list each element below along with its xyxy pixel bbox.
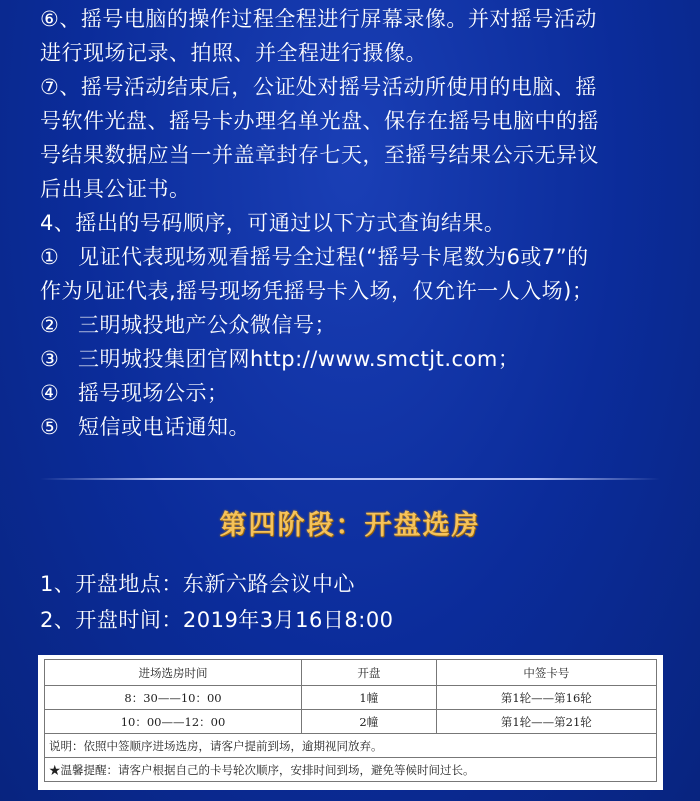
table-reminder-row (45, 758, 657, 782)
query-method-text: 三明城投地产公众微信号； (78, 313, 336, 337)
header-time: 进场选房时间 (45, 660, 302, 686)
text-line: 进行现场记录、拍照、并全程进行摄像。 (40, 41, 427, 65)
cell-building: 1幢 (302, 686, 437, 710)
text-line: ⑥、摇号电脑的操作过程全程进行屏幕录像。并对摇号活动 (40, 7, 597, 31)
cell-time: 8：30——10：00 (45, 686, 302, 710)
cell-card-number: 第1轮——第16轮 (436, 686, 656, 710)
text-line: 后出具公证书。 (40, 177, 191, 201)
table-header-row (45, 660, 657, 686)
query-method-1-continued: 作为见证代表,摇号现场凭摇号卡入场，仅允许一人入场)； (40, 279, 594, 303)
circle-number: ② (40, 313, 60, 337)
table-reminder: ★温馨提醒：请客户根据自己的卡号轮次顺序，安排时间到场，避免等候时间过长。 (45, 758, 657, 782)
cell-card-number: 第1轮——第21轮 (436, 710, 656, 734)
stage-title: 第四阶段：开盘选房 (219, 510, 481, 541)
query-method-1 (40, 240, 668, 274)
query-method-text: 摇号现场公示； (78, 381, 229, 405)
text-line: 号结果数据应当一并盖章封存七天，至摇号结果公示无异议 (40, 143, 599, 167)
circle-number: ③ (40, 347, 60, 371)
query-method-4 (40, 376, 668, 410)
text-line: 4、摇出的号码顺序，可通过以下方式查询结果。 (40, 211, 506, 235)
table-row (45, 710, 657, 734)
opening-time: 2、开盘时间：2019年3月16日8:00 (40, 608, 394, 632)
schedule-table-card (38, 655, 663, 790)
query-method-text: 见证代表现场观看摇号全过程(“摇号卡尾数为6或7”的 (78, 245, 589, 269)
circle-number: ① (40, 245, 60, 269)
query-method-text: 三明城投集团官网http://www.smctjt.com； (78, 347, 520, 371)
cell-building: 2幢 (302, 710, 437, 734)
query-method-text: 短信或电话通知。 (78, 415, 250, 439)
table-note: 说明：依照中签顺序进场选房，请客户提前到场，逾期视同放弃。 (45, 734, 657, 758)
text-line: 号软件光盘、摇号卡办理名单光盘、保存在摇号电脑中的摇 (40, 109, 599, 133)
query-method-3 (40, 342, 668, 376)
circle-number: ④ (40, 381, 60, 405)
cell-time: 10：00——12：00 (45, 710, 302, 734)
rules-text-block (40, 2, 668, 444)
query-method-2 (40, 308, 668, 342)
header-card-number: 中签卡号 (436, 660, 656, 686)
table-row (45, 686, 657, 710)
opening-info (40, 566, 394, 638)
schedule-table (44, 659, 657, 782)
text-line: ⑦、摇号活动结束后，公证处对摇号活动所使用的电脑、摇 (40, 75, 597, 99)
header-building: 开盘 (302, 660, 437, 686)
circle-number: ⑤ (40, 415, 60, 439)
table-note-row (45, 734, 657, 758)
section-divider (40, 478, 660, 480)
query-method-5 (40, 410, 668, 444)
opening-location: 1、开盘地点：东新六路会议中心 (40, 572, 355, 596)
